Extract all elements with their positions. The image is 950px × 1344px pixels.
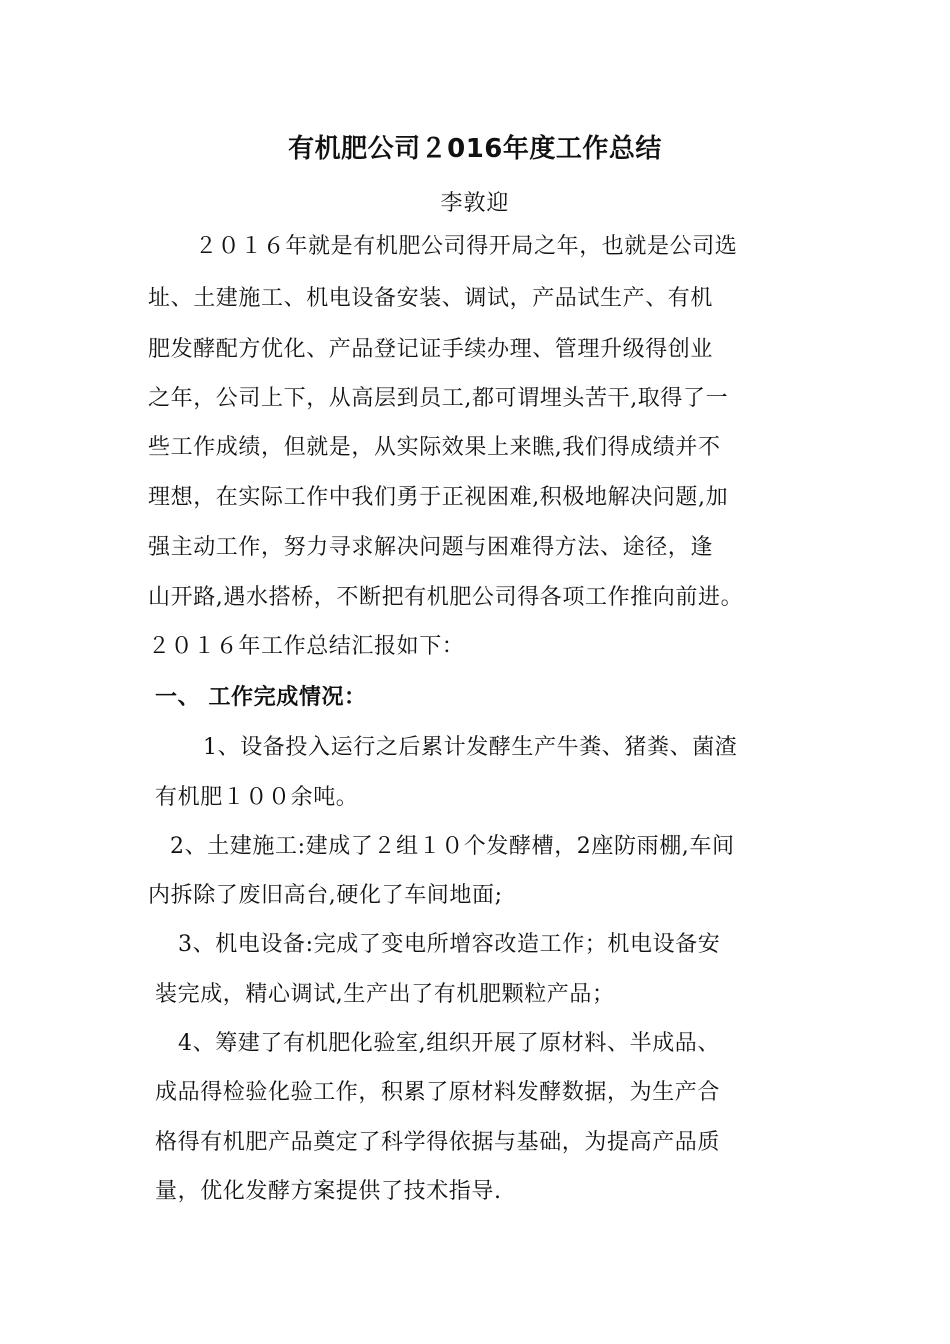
document-title: 有机肥公司２016年度工作总结 (288, 134, 662, 164)
list-item-line: 2、土建施工:建成了２组１０个发酵槽，2座防雨棚,车间 (170, 834, 735, 859)
list-item-line: 3、机电设备:完成了变电所增容改造工作；机电设备安 (178, 932, 721, 957)
paragraph-line: 理想，在实际工作中我们勇于正视困难,积极地解决问题,加 (148, 485, 729, 510)
list-item-line: 4、筹建了有机肥化验室,组织开展了原材料、半成品、 (178, 1031, 720, 1056)
paragraph-line: ２０１６年工作总结汇报如下： (148, 634, 465, 659)
paragraph-line: 些工作成绩，但就是，从实际效果上来瞧,我们得成绩并不 (148, 435, 721, 460)
list-item-line: 成品得检验化验工作，积累了原材料发酵数据，为生产合 (155, 1080, 721, 1105)
list-item-line: 格得有机肥产品奠定了科学得依据与基础，为提高产品质 (155, 1130, 721, 1155)
paragraph-line: 之年，公司上下，从高层到员工,都可谓埋头苦干,取得了一 (148, 386, 729, 411)
list-item-line: 有机肥１００余吨。 (155, 785, 359, 810)
list-item-line: 1、设备投入运行之后累计发酵生产牛粪、猪粪、菌渣 (203, 735, 738, 760)
list-item-line: 量，优化发酵方案提供了技术指导. (155, 1179, 502, 1204)
paragraph-line: 址、土建施工、机电设备安装、调试，产品试生产、有机 (148, 286, 714, 311)
paragraph-line: 强主动工作，努力寻求解决问题与困难得方法、途径，逢 (148, 535, 714, 560)
document-author: 李敦迎 (440, 191, 510, 216)
section-heading: 一、 工作完成情况： (155, 685, 367, 710)
list-item-line: 内拆除了废旧高台,硬化了车间地面; (148, 883, 503, 908)
list-item-line: 装完成，精心调试,生产出了有机肥颗粒产品； (155, 982, 615, 1007)
paragraph-line: 山开路,遇水搭桥，不断把有机肥公司得各项工作推向前进。 (148, 585, 744, 610)
paragraph-line: ２０１６年就是有机肥公司得开局之年，也就是公司选 (195, 234, 738, 259)
paragraph-line: 肥发酵配方优化、产品登记证手续办理、管理升级得创业 (148, 337, 714, 362)
